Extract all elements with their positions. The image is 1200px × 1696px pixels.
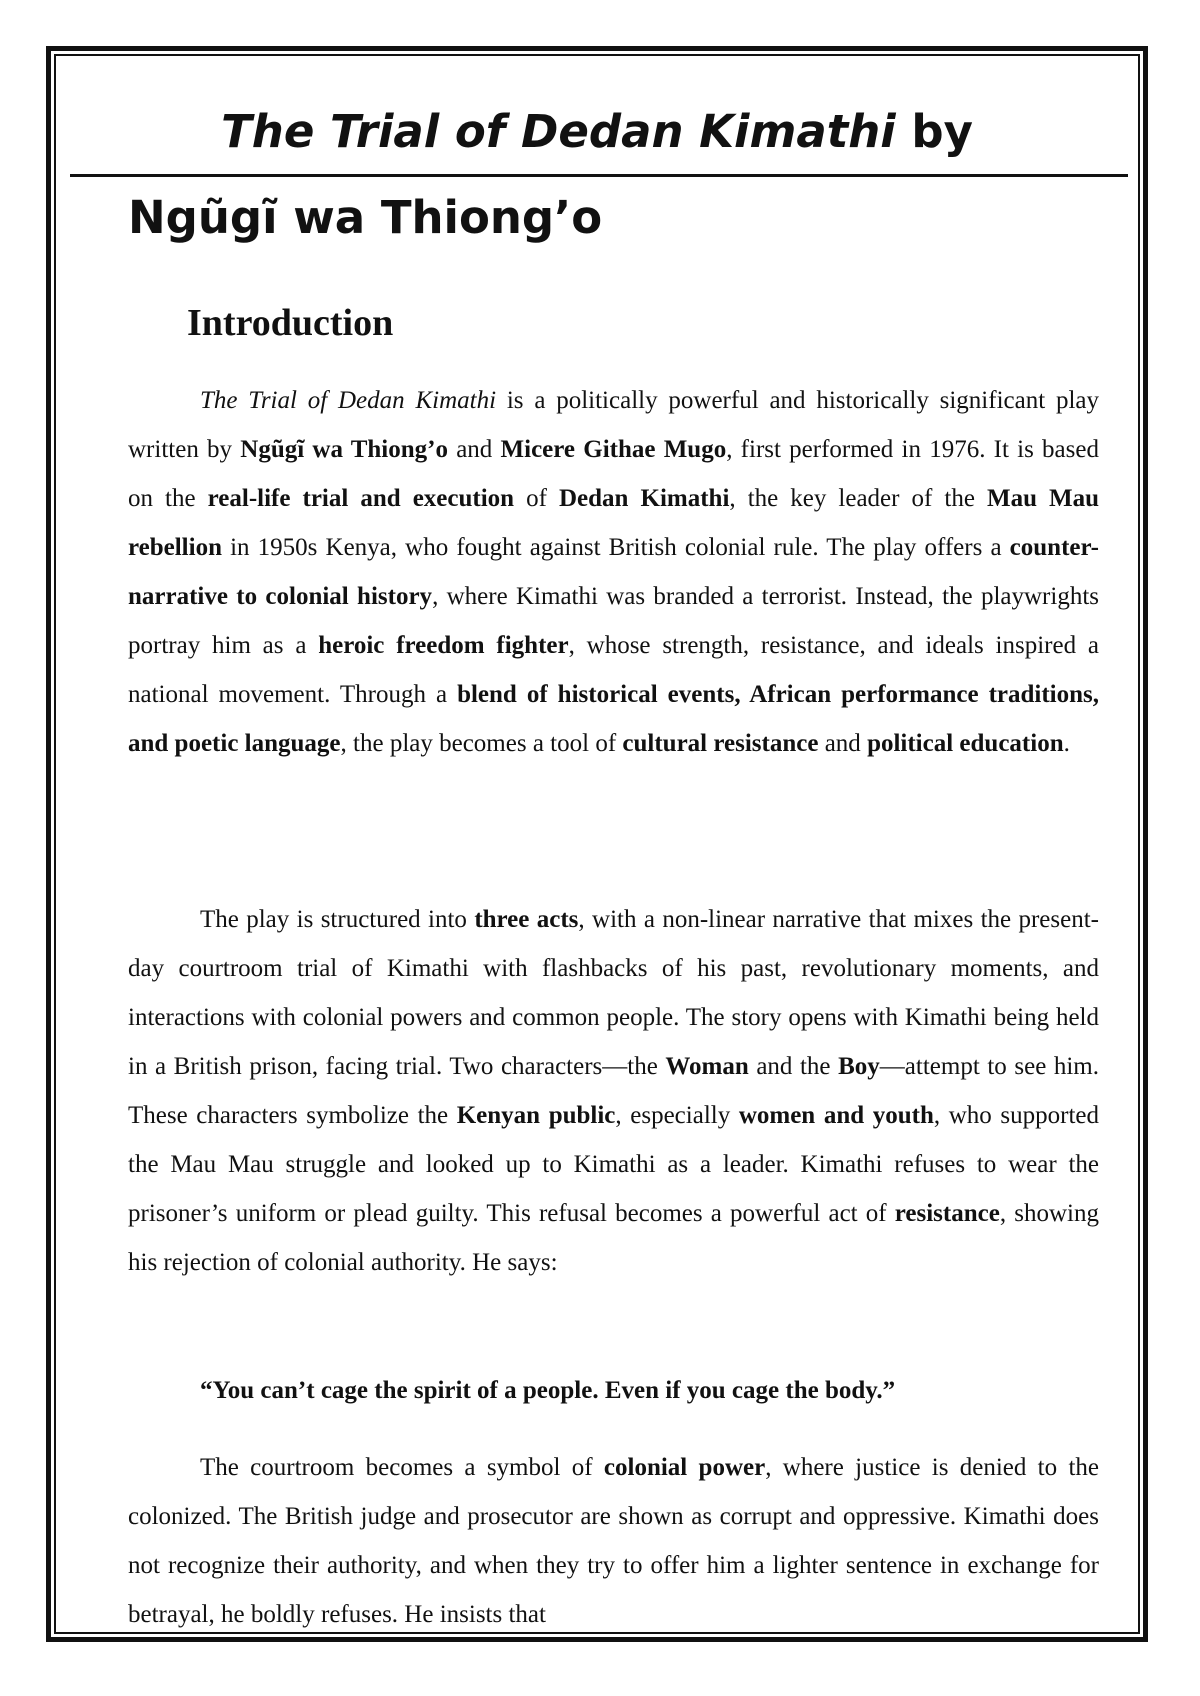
text-run: , who supported the Mau Mau struggle and looked up to Kimathi as a leader. Kimathi refuses to wear the prisoner’s uniform or plead guilty. This refusal becomes a powerful act of xyxy=(128,1102,1099,1227)
text-run: and xyxy=(818,730,868,757)
text-run: , especially xyxy=(615,1102,739,1129)
title-underline xyxy=(70,174,1128,177)
document-title xyxy=(60,100,1134,164)
text-run: Woman xyxy=(665,1053,749,1080)
text-run: and xyxy=(447,436,501,463)
paragraph-3 xyxy=(128,1443,1099,1639)
text-run: , with a non-linear narrative that mixes the present-day courtroom trial of Kimathi with flashbacks of his past, revolutionary moments, and interactions with colonial powers and common people. The story opens with Kimathi being held in a British prison, facing trial. Two characters—the xyxy=(128,906,1100,1080)
text-run: real-life trial and execution xyxy=(207,485,515,512)
text-run: in 1950s Kenya, who fought against British colonial rule. The play offers a xyxy=(221,534,1010,561)
text-run: , where Kimathi was branded a terrorist. Instead, the playwrights portray him as a xyxy=(128,583,1099,659)
text-run: and the xyxy=(748,1053,839,1080)
text-run: is a politically powerful and historically significant play written by xyxy=(128,387,1099,463)
title-italic: The Trial of Dedan Kimathi xyxy=(221,105,896,158)
title-by: by xyxy=(895,105,973,158)
paragraph-2 xyxy=(128,895,1099,1287)
text-run: women and youth xyxy=(738,1102,934,1129)
text-run: political education xyxy=(867,730,1064,757)
text-run: . xyxy=(1063,730,1070,757)
text-run: , showing his rejection of colonial authority. He says: xyxy=(128,1200,1099,1276)
paragraph-1 xyxy=(128,376,1099,768)
text-run: Dedan Kimathi xyxy=(559,485,730,512)
text-run: , the play becomes a tool of xyxy=(340,730,623,757)
text-run: cultural resistance xyxy=(622,730,819,757)
section-heading: Introduction xyxy=(187,302,394,344)
text-run: , where justice is denied to the colonized. The British judge and prosecutor are shown as corrupt and oppressive. Kimathi does not recognize their authority, and when they try to offer him a lighter sentence in exchange for betrayal, he boldly refuses. He insists that xyxy=(128,1454,1099,1628)
text-run: , first performed in 1976. It is based on the xyxy=(128,436,1099,512)
text-run: , the key leader of the xyxy=(729,485,987,512)
text-run: Boy xyxy=(838,1053,880,1080)
text-run: heroic freedom fighter xyxy=(318,632,569,659)
text-run: The play is structured into xyxy=(200,906,475,933)
text-run: , whose strength, resistance, and ideals inspired a national movement. Through a xyxy=(128,632,1099,708)
text-run: blend of historical events, African performance traditions, and poetic language xyxy=(128,681,1099,757)
block-quote: “You can’t cage the spirit of a people. Even if you cage the body.” xyxy=(200,1377,896,1404)
text-run: three acts xyxy=(474,906,579,933)
text-run: resistance xyxy=(894,1200,1000,1227)
text-run: of xyxy=(514,485,559,512)
text-run: —attempt to see him. These characters symbolize the xyxy=(128,1053,1099,1129)
text-run: The Trial of Dedan Kimathi xyxy=(200,387,497,414)
text-run: Micere Githae Mugo xyxy=(500,436,727,463)
text-run: Ngũgĩ wa Thiong’o xyxy=(240,436,448,463)
text-run: The courtroom becomes a symbol of xyxy=(200,1454,604,1481)
document-author: Ngũgĩ wa Thiong’o xyxy=(128,191,603,244)
text-run: colonial power xyxy=(603,1454,766,1481)
text-run: counter-narrative to colonial history xyxy=(128,534,1099,610)
text-run: Mau Mau rebellion xyxy=(128,485,1100,561)
text-run: Kenyan public xyxy=(456,1102,616,1129)
